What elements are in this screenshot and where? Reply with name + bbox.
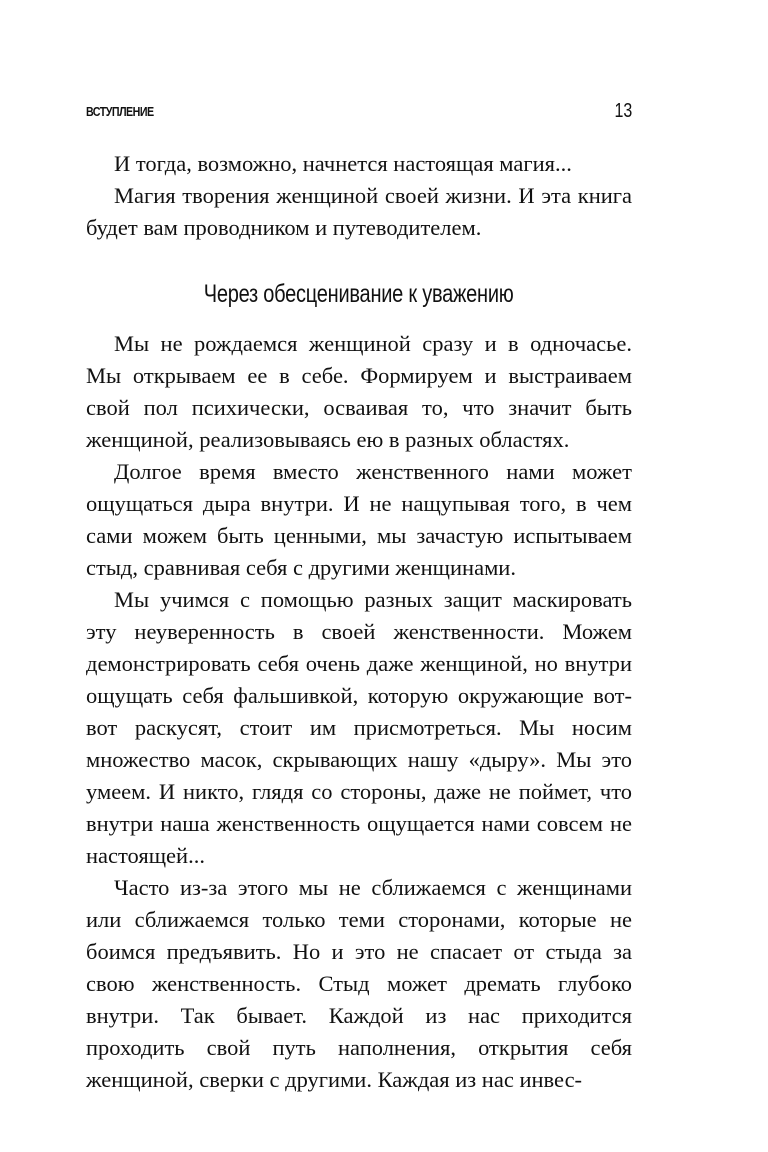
intro-paragraph-1: И тогда, возможно, начнется настоящая магия...	[114, 151, 572, 176]
running-header	[86, 100, 632, 128]
body-paragraph-3: Мы учимся с помощью разных защит маскировать эту неуверенность в своей женственности. Можем демонстрировать себя очень даже женщиной, но внутри ощущать себя фальшивкой, которую окружающие вот-вот раскусят, стоит им присмотреться. Мы носим множество масок, скрывающих нашу «дыру». Мы это умеем. И никто, глядя со стороны, даже не поймет, что внутри наша женственность ощущается нами совсем не настоящей...	[86, 587, 632, 868]
body-paragraph-2: Долгое время вместо женственного нами может ощущаться дыра внутри. И не нащупывая того, в чем сами можем быть ценными, мы зачастую испытываем стыд, сравнивая себя с другими женщинами.	[86, 459, 632, 580]
page-number: 13	[614, 100, 632, 122]
intro-text	[86, 148, 632, 244]
section-heading	[86, 276, 632, 312]
body-text	[86, 328, 632, 1096]
running-header-section: ВСТУПЛЕНИЕ	[86, 104, 154, 119]
intro-paragraph-2: Магия творения женщиной своей жизни. И эта книга будет вам проводником и путеводителем.	[86, 183, 632, 240]
body-paragraph-4: Часто из-за этого мы не сближаемся с женщинами или сближаемся только теми сторонами, которые не боимся предъявить. Но и это не спасает от стыда за свою женственность. Стыд может дремать глубоко внутри. Так бывает. Каждой из нас приходится проходить свой путь наполнения, открытия себя женщиной, сверки с другими. Каждая из нас инвес-	[86, 875, 632, 1092]
body-paragraph-1: Мы не рождаемся женщиной сразу и в одночасье. Мы открываем ее в себе. Формируем и выстраиваем свой пол психически, осваивая то, что значит быть женщиной, реализовываясь ею в разных областях.	[86, 331, 632, 452]
section-heading-text: Через обесценивание к уважению	[204, 280, 514, 308]
